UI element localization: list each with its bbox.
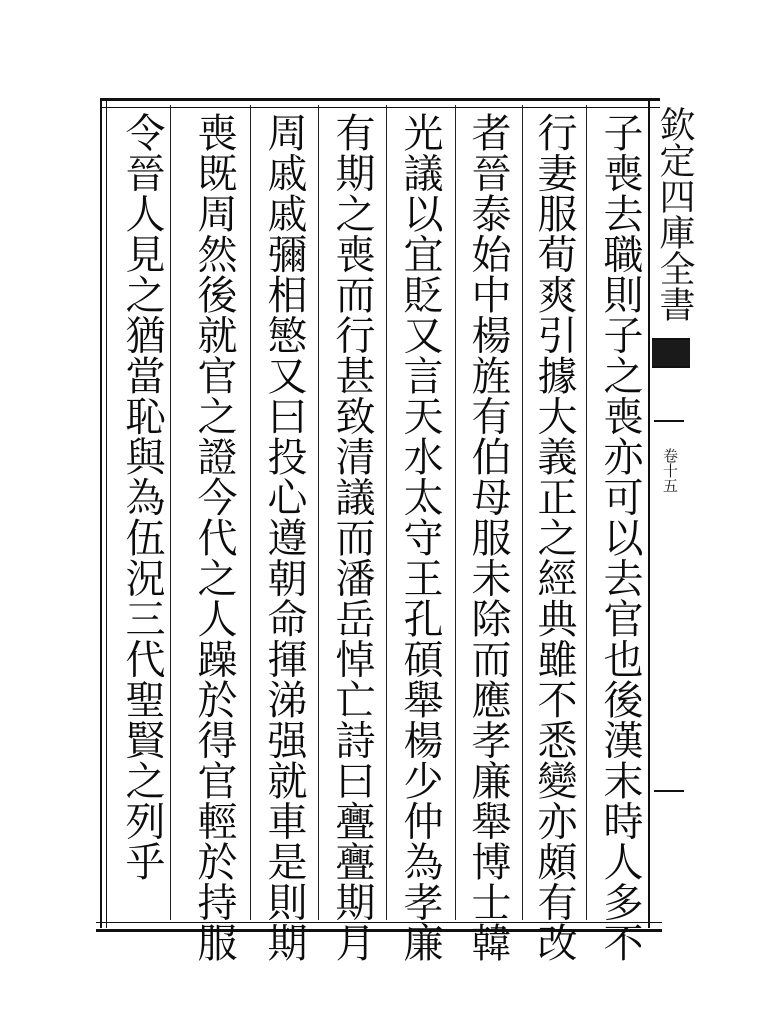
text-column-7: 喪既周然後就官之證今代之人躁於得官輕於持服: [191, 112, 237, 963]
margin-volume-label: 卷十五: [661, 448, 679, 493]
column-rule: [250, 105, 251, 920]
column-rule: [586, 105, 587, 920]
margin-tick: [654, 420, 684, 422]
column-rule: [318, 105, 319, 920]
text-column-2: 行妻服荀爽引據大義正之經典雖不悉變亦頗有改: [531, 112, 577, 963]
right-border-rule: [648, 98, 650, 928]
column-rule: [386, 105, 387, 920]
fish-tail-mark: [652, 338, 690, 368]
text-column-1: 子喪去職則子之喪亦可以去官也後漢末時人多不: [597, 112, 643, 963]
left-border-rule: [100, 98, 107, 928]
column-rule: [170, 105, 171, 920]
text-column-4: 光議以宜貶又言天水太守王孔碩舉楊少仲為孝廉: [397, 112, 443, 963]
bottom-border-rule: [96, 922, 662, 932]
text-column-3: 者晉泰始中楊旌有伯母服未除而應孝廉舉博士韓: [465, 112, 511, 963]
text-column-6: 周戚戚彌相慜又曰投心遵朝命揮涕强就車是則期: [261, 112, 307, 963]
text-column-5: 有期之喪而行甚致清議而潘岳悼亡詩曰亹亹期月: [329, 112, 375, 963]
margin-book-title: 欽定四庫全書: [654, 106, 695, 322]
column-rule: [522, 105, 523, 920]
margin-tick: [654, 790, 684, 792]
top-border-rule: [100, 98, 660, 108]
text-column-8: 令晉人見之猶當恥與為伍況三代聖賢之列乎: [119, 112, 165, 882]
column-rule: [455, 105, 456, 920]
